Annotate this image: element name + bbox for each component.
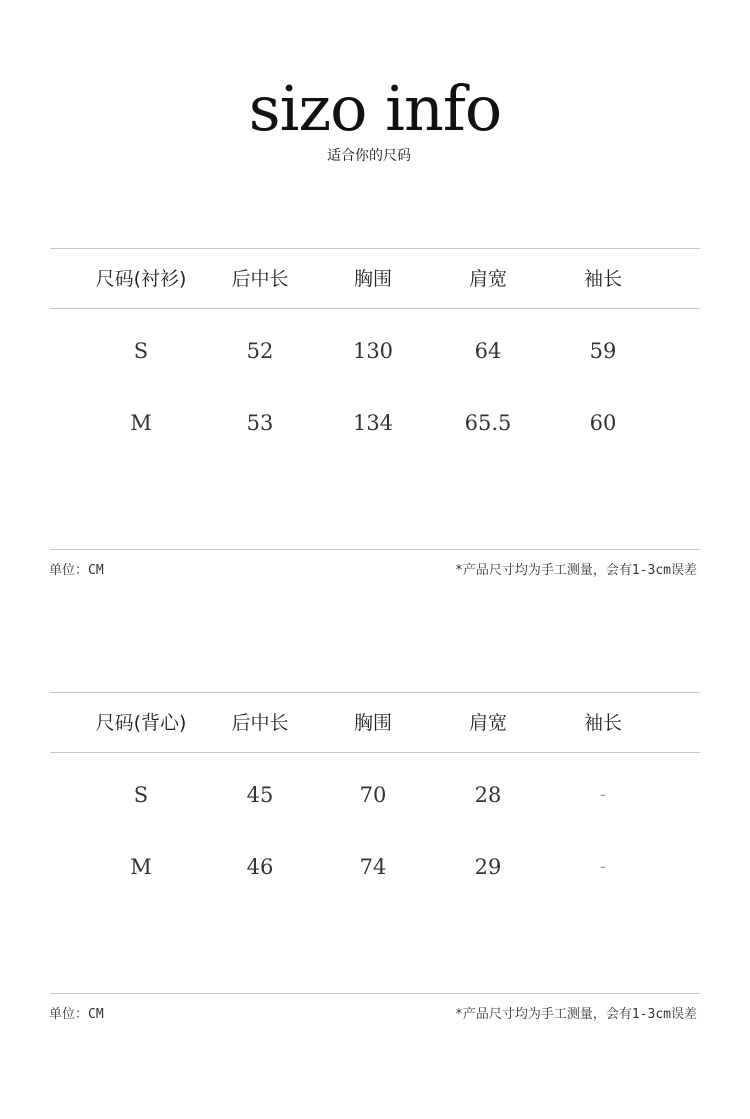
table-row	[50, 336, 700, 366]
chest-cell: 130	[352, 339, 394, 363]
size-column-header: 尺码(背心)	[95, 712, 187, 734]
measurement-note: *产品尺寸均为手工测量，会有1-3cm误差	[455, 1007, 697, 1022]
header-divider	[50, 752, 700, 753]
unit-note: 单位：CM	[49, 1007, 104, 1022]
size-cell: S	[133, 783, 149, 807]
table-row	[50, 408, 700, 438]
back-length-cell: 46	[246, 855, 274, 879]
chest-cell: 70	[359, 783, 387, 807]
size-cell: S	[133, 339, 149, 363]
table-row	[50, 852, 700, 882]
sleeve-length-cell: -	[599, 785, 607, 805]
chest-column-header: 胸围	[353, 712, 392, 734]
table-top-divider	[50, 248, 700, 249]
sleeve-length-column-header: 袖长	[583, 712, 622, 734]
back-length-cell: 53	[246, 411, 274, 435]
table-bottom-divider	[50, 993, 700, 994]
sleeve-length-cell: -	[599, 857, 607, 877]
chest-cell: 74	[359, 855, 387, 879]
table-row	[50, 780, 700, 810]
shoulder-width-column-header: 肩宽	[468, 268, 507, 290]
table-header-row	[50, 708, 700, 738]
shoulder-width-cell: 65.5	[464, 411, 512, 435]
size-cell: M	[130, 411, 152, 435]
size-column-header: 尺码(衬衫)	[95, 268, 187, 290]
unit-note: 单位：CM	[49, 563, 104, 578]
sleeve-length-cell: 60	[589, 411, 617, 435]
sleeve-length-cell: 59	[589, 339, 617, 363]
page-subtitle: 适合你的尺码	[327, 148, 411, 164]
back-length-column-header: 后中长	[231, 712, 289, 734]
table-bottom-divider	[50, 549, 700, 550]
shoulder-width-column-header: 肩宽	[468, 712, 507, 734]
chest-column-header: 胸围	[353, 268, 392, 290]
size-cell: M	[130, 855, 152, 879]
measurement-note: *产品尺寸均为手工测量，会有1-3cm误差	[455, 563, 697, 578]
table-top-divider	[50, 692, 700, 693]
back-length-column-header: 后中长	[231, 268, 289, 290]
shoulder-width-cell: 64	[474, 339, 502, 363]
shoulder-width-cell: 28	[474, 783, 502, 807]
table-header-row	[50, 264, 700, 294]
chest-cell: 134	[352, 411, 394, 435]
back-length-cell: 52	[246, 339, 274, 363]
sleeve-length-column-header: 袖长	[583, 268, 622, 290]
page-title: sizo info	[248, 72, 502, 145]
shoulder-width-cell: 29	[474, 855, 502, 879]
header-divider	[50, 308, 700, 309]
back-length-cell: 45	[246, 783, 274, 807]
